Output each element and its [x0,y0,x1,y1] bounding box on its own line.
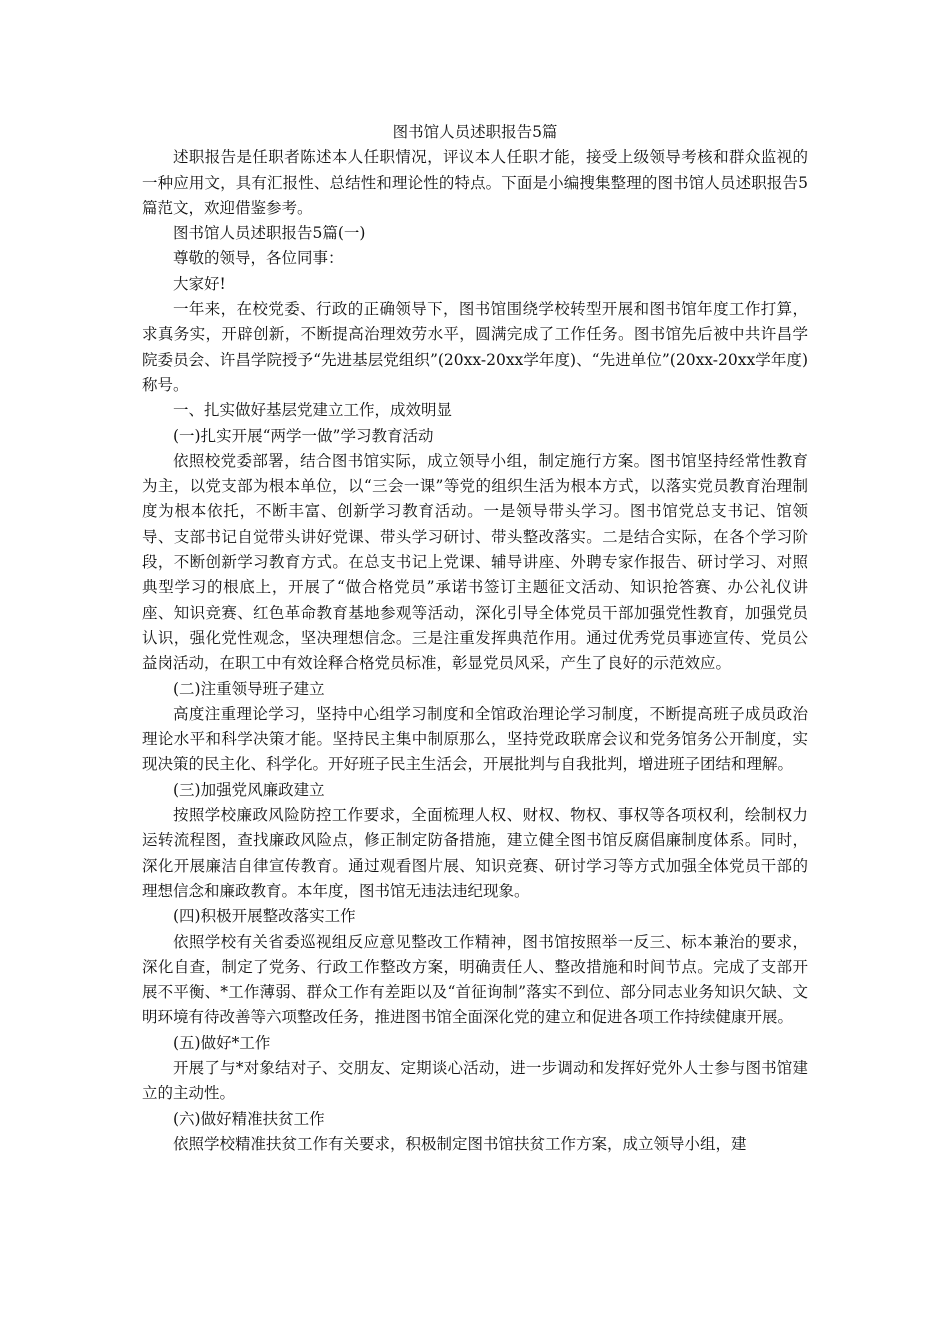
document-title: 图书馆人员述职报告5篇 [392,123,558,141]
paragraph-study-education: 依照校党委部署，结合图书馆实际，成立领导小组，制定施行方案。图书馆坚持经常性教育为主，以党支部为根本单位，以“三会一课”等党的组织生活为根本方式，以落实党员教育治理制度为根本依托，不断丰富、创新学习教育活动。一是领导带头学习。图书馆党总支书记、馆领导、支部书记自觉带头讲好党课、带头学习研讨、带头整改落实。二是结合实际，在各个学习阶段，不断创新学习教育方式。在总支书记上党课、辅导讲座、外聘专家作报告、研讨学习、对照典型学习的根底上，开展了“做合格党员”承诺书签订主题征文活动、知识抢答赛、办公礼仪讲座、知识竞赛、红色革命教育基地参观等活动，深化引导全体党员干部加强党性教育，加强党员认识，强化党性观念，坚决理想信念。三是注重发挥典范作用。通过优秀党员事迹宣传、党员公益岗活动，在职工中有效诠释合格党员标准，彰显党员风采，产生了良好的示范效应。 [142,451,808,673]
paragraph-leadership: 高度注重理论学习，坚持中心组学习制度和全馆政治理论学习制度，不断提高班子成员政治理论水平和科学决策才能。坚持民主集中制原那么，坚持党政联席会议和党务馆务公开制度，实现决策的民主化、科学化。开好班子民主生活会，开展批判与自我批判，增进班子团结和理解。 [142,704,808,774]
paragraph-united-front: 开展了与*对象结对子、交朋友、定期谈心活动，进一步调动和发挥好党外人士参与图书馆建立的主动性。 [142,1058,808,1103]
heading-party-building: 一、扎实做好基层党建立工作，成效明显 [173,401,453,420]
subheading-3: (三)加强党风廉政建立 [173,780,325,799]
section-title-one: 图书馆人员述职报告5篇(一) [173,224,366,243]
overview-paragraph: 一年来，在校党委、行政的正确领导下，图书馆围绕学校转型开展和图书馆年度工作打算，求真务实，开辟创新，不断提高治理效劳水平，圆满完成了工作任务。图书馆先后被中共许昌学院委员会、许昌学院授予“先进基层党组织”(20xx-20xx学年度)、“先进单位”(20xx-20xx学年度)称号。 [142,300,808,394]
salutation: 尊敬的领导，各位同事： [173,249,344,268]
intro-paragraph: 述职报告是任职者陈述本人任职情况，评议本人任职才能，接受上级领导考核和群众监视的一种应用文，具有汇报性、总结性和理论性的特点。下面是小编搜集整理的图书馆人员述职报告5篇范文，欢迎借鉴参考。 [142,148,808,217]
paragraph-poverty-alleviation: 依照学校精准扶贫工作有关要求，积极制定图书馆扶贫工作方案，成立领导小组，建 [173,1134,747,1153]
paragraph-integrity: 按照学校廉政风险防控工作要求，全面梳理人权、财权、物权、事权等各项权利，绘制权力运转流程图，查找廉政风险点，修正制定防备措施，建立健全图书馆反腐倡廉制度体系。同时，深化开展廉洁自律宣传教育。通过观看图片展、知识竞赛、研讨学习等方式加强全体党员干部的理想信念和廉政教育。本年度，图书馆无违法违纪现象。 [142,806,808,900]
subheading-6: (六)做好精准扶贫工作 [173,1109,325,1128]
greeting: 大家好! [173,274,226,293]
document-page [142,120,808,1157]
subheading-1: (一)扎实开展“两学一做”学习教育活动 [173,426,434,445]
subheading-5: (五)做好*工作 [173,1033,271,1052]
paragraph-rectification: 依照学校有关省委巡视组反应意见整改工作精神，图书馆按照举一反三、标本兼治的要求，深化自查，制定了党务、行政工作整改方案，明确责任人、整改措施和时间节点。完成了支部开展不平衡、*工作薄弱、群众工作有差距以及“首征询制”落实不到位、部分同志业务知识欠缺、文明环境有待改善等六项整改任务，推进图书馆全面深化党的建立和促进各项工作持续健康开展。 [142,932,808,1027]
subheading-2: (二)注重领导班子建立 [173,679,325,698]
subheading-4: (四)积极开展整改落实工作 [173,907,356,926]
